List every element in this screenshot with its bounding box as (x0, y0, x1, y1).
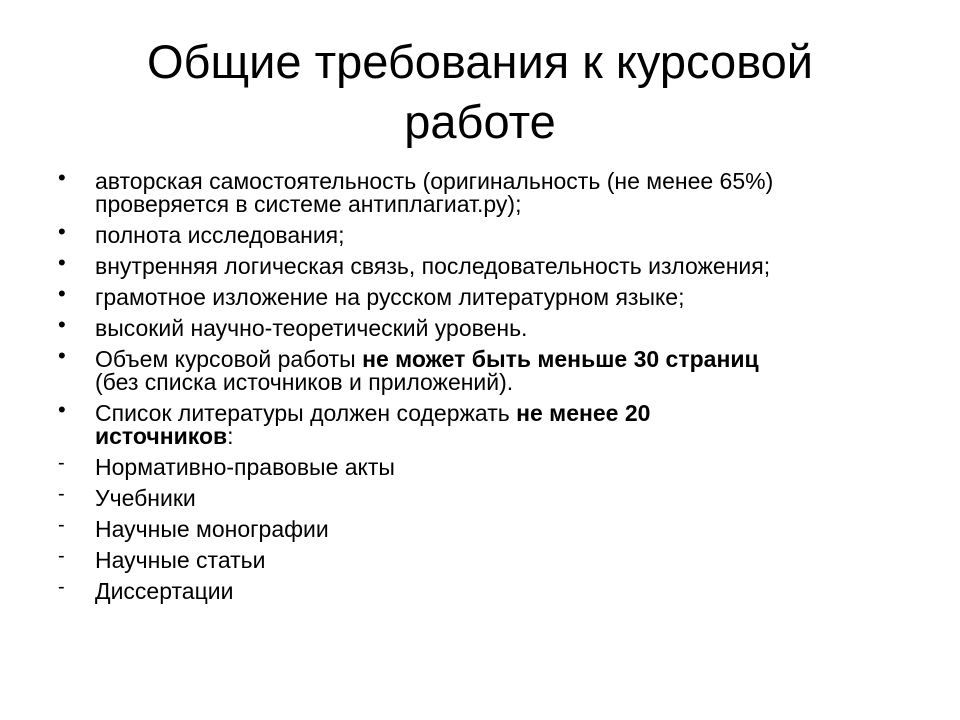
bullet-marker: • (58, 343, 66, 368)
bullet-marker: • (58, 250, 66, 275)
requirements-list (58, 165, 918, 611)
list-item-line: (без списка источников и приложений). (95, 369, 514, 395)
list-item-literacy (58, 281, 918, 310)
list-item-line: проверяется в системе антиплагиат.ру); (95, 191, 522, 217)
list-item-legal-acts (58, 452, 918, 480)
dash-marker: - (58, 452, 65, 474)
bullet-marker: • (58, 312, 66, 337)
list-item-bold-text: не может быть меньше 30 страниц (362, 346, 759, 372)
list-item-bold-text: источников (95, 423, 228, 449)
dash-marker: - (58, 576, 65, 598)
list-item-plain-text: Объем курсовой работы (95, 346, 363, 372)
list-item-text (95, 168, 773, 217)
list-item-text: Научные статьи (95, 547, 266, 573)
list-item-text: внутренняя логическая связь, последовательность изложения; (95, 253, 771, 279)
list-item-completeness (58, 219, 918, 248)
bullet-marker: • (58, 219, 66, 244)
list-item-plain-text: Список литературы должен содержать (95, 400, 517, 426)
list-item-logic (58, 250, 918, 279)
dash-marker: - (58, 545, 65, 567)
list-item-references (58, 397, 918, 449)
list-item-text: Научные монографии (95, 516, 329, 542)
slide-title (60, 32, 900, 152)
list-item-dissertations (58, 576, 918, 604)
slide-title-line-2: работе (404, 95, 556, 148)
dash-marker: - (58, 514, 65, 536)
list-item-text (95, 346, 759, 395)
list-item-bold-text: не менее 20 (516, 400, 651, 426)
list-item-monographs (58, 514, 918, 542)
list-item-text (95, 400, 650, 449)
list-item-text: Нормативно-правовые акты (95, 454, 395, 480)
list-item-textbooks (58, 483, 918, 511)
list-item-text: Учебники (95, 485, 196, 511)
list-item-level (58, 312, 918, 341)
list-item-volume (58, 343, 918, 395)
list-item-plain-text: : (227, 423, 234, 449)
list-item-text: грамотное изложение на русском литературном языке; (95, 284, 685, 310)
list-item-articles (58, 545, 918, 573)
list-item-line: авторская самостоятельность (оригинальность (не менее 65%) (95, 168, 774, 194)
list-item-originality (58, 165, 918, 217)
bullet-marker: • (58, 397, 66, 422)
bullet-marker: • (58, 165, 66, 190)
list-item-text: Диссертации (95, 578, 234, 604)
dash-marker: - (58, 483, 65, 505)
slide-title-line-1: Общие требования к курсовой (146, 35, 814, 88)
list-item-text: полнота исследования; (95, 222, 345, 248)
list-item-text: высокий научно-теоретический уровень. (95, 315, 528, 341)
bullet-marker: • (58, 281, 66, 306)
